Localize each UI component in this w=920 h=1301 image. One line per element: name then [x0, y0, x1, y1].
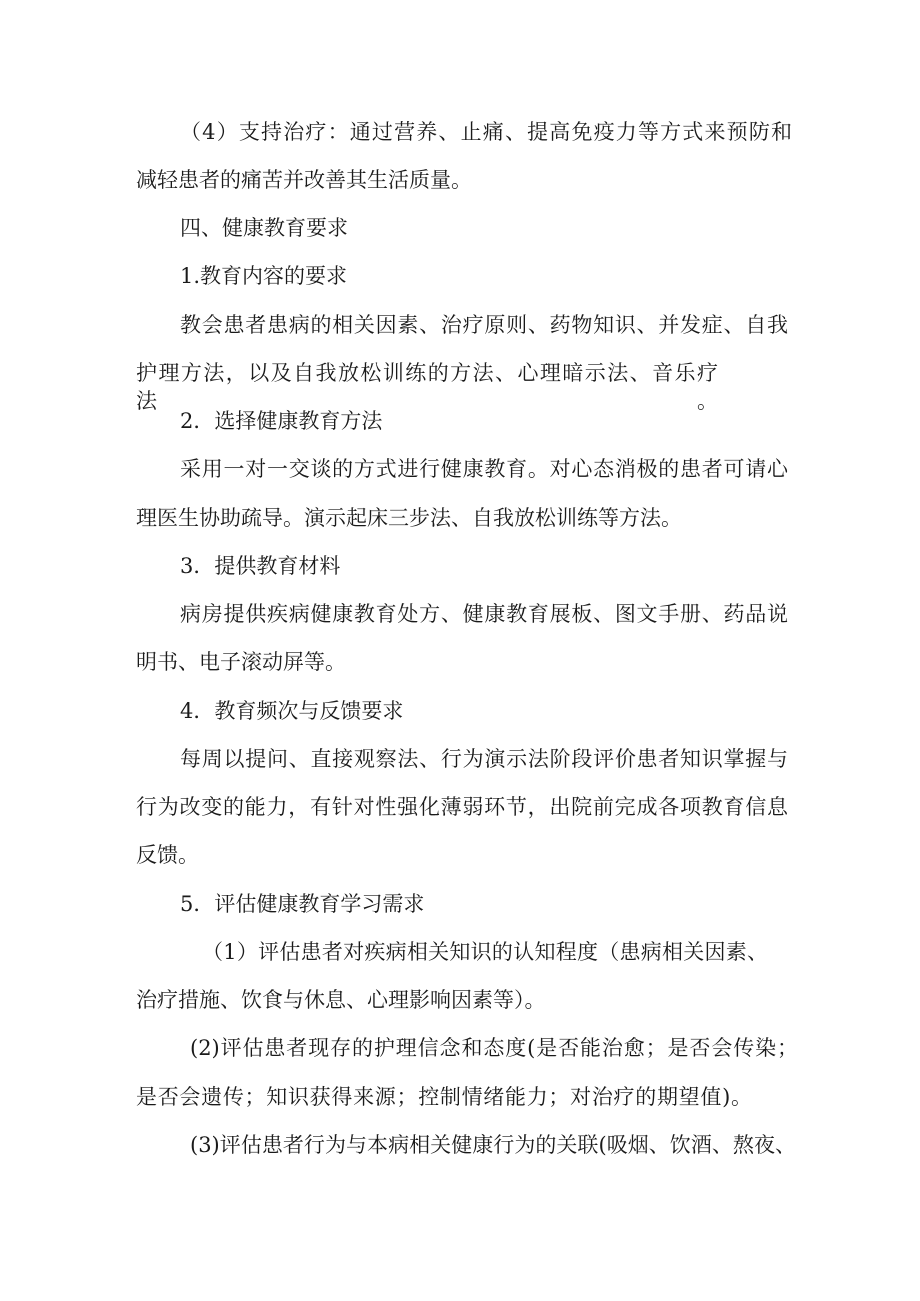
paragraph-line: （4）支持治疗：通过营养、止痛、提高免疫力等方式来预防和 [180, 120, 792, 144]
paragraph-line: 反馈。 [136, 843, 199, 867]
subsection-heading: 2．选择健康教育方法 [180, 409, 383, 433]
section-heading: 四、健康教育要求 [180, 216, 348, 240]
paragraph-line: 减轻患者的痛苦并改善其生活质量。 [136, 168, 472, 192]
paragraph-line: 每周以提问、直接观察法、行为演示法阶段评价患者知识掌握与 [180, 747, 788, 771]
paragraph-line: 明书、电子滚动屏等。 [136, 650, 346, 674]
paragraph-line: 采用一对一交谈的方式进行健康教育。对心态消极的患者可请心 [180, 457, 788, 481]
paragraph-line: 病房提供疾病健康教育处方、健康教育展板、图文手册、药品说 [180, 602, 788, 626]
subsection-heading: 1.教育内容的要求 [180, 264, 348, 288]
subsection-heading: 5．评估健康教育学习需求 [180, 892, 425, 916]
paragraph-line: （1）评估患者对疾病相关知识的认知程度（患病相关因素、 [202, 940, 768, 964]
paragraph-line: 治疗措施、饮食与休息、心理影响因素等）。 [136, 988, 546, 1012]
paragraph-line: 教会患者患病的相关因素、治疗原则、药物知识、并发症、自我 [180, 313, 788, 337]
paragraph-line: 是否会遗传；知识获得来源；控制情绪能力；对治疗的期望值)。 [136, 1085, 752, 1109]
subsection-heading: 3．提供教育材料 [180, 554, 341, 578]
subsection-heading: 4．教育频次与反馈要求 [180, 699, 404, 723]
paragraph-line: 护理方法，以及自我放松训练的方法、心理暗示法、音乐疗法。 [136, 361, 718, 413]
paragraph-line: 行为改变的能力，有针对性强化薄弱环节，出院前完成各项教育信息 [136, 795, 788, 819]
paragraph-line: (3)评估患者行为与本病相关健康行为的关联(吸烟、饮酒、熬夜、 [190, 1133, 796, 1157]
paragraph-line: 理医生协助疏导。演示起床三步法、自我放松训练等方法。 [136, 506, 682, 530]
paragraph-line: (2)评估患者现存的护理信念和态度(是否能治愈；是否会传染； [190, 1036, 798, 1060]
